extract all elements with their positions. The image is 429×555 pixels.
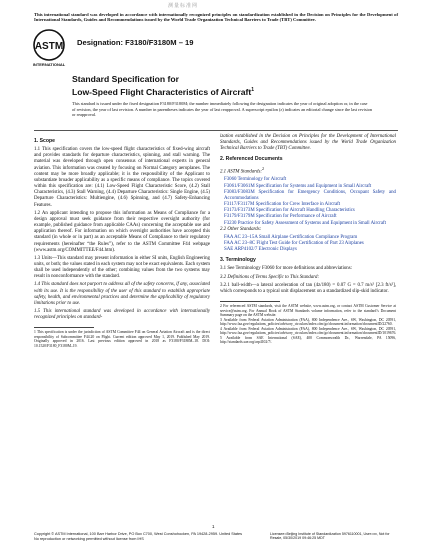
footnote-rule	[220, 301, 280, 302]
reference-item[interactable]: F3083/F3083M Specification for Emergency Conditions, Occupant Safety and Accommodations	[224, 189, 396, 201]
reference-item[interactable]: FAA AC 23–8C Flight Test Guide for Certification of Part 23 Airplanes	[224, 240, 364, 246]
terminology-heading: 3. Terminology	[220, 257, 256, 264]
reference-item[interactable]: F3060 Terminology for Aircraft	[224, 177, 287, 183]
astm-standards-label: 2.1 ASTM Standards:$^2$	[220, 165, 265, 175]
page-number: 1	[212, 524, 215, 529]
footnote-4: 4 Available from Federal Aviation Administration (FAA), 800 Independence Ave., SW, Washington, DC 20591, http://www.faa.gov/regulations_policies/advisory_circulars/index.cfm/go/document.information/documentID/1019676.	[220, 326, 397, 336]
watermark: 测量标准网	[168, 4, 199, 9]
license-notice: No reproduction or networking permitted without license from IHS	[34, 536, 144, 541]
footnote-2: 2 For referenced ASTM standards, visit the ASTM website, www.astm.org, or contact ASTM Customer Service at service@astm.org. For Annual Book of ASTM Standards volume information, refer to the standard’s Document Summary page on the ASTM website.	[220, 304, 396, 318]
terminology-p1: 3.1 See Terminology F3060 for more definitions and abbreviations:	[220, 266, 352, 272]
title-line-1: Standard Specification for	[72, 74, 179, 84]
scope-p3: 1.3 Units—This standard may present information in either SI units, English Engineering units, or both; the values stated in each system may not be exact equivalents. Each system shall be used independently of the other; combining values from the two systems may result in nonconformance with the standard.	[34, 255, 210, 280]
footnote-5: 5 Available from SAE International (SAE), 400 Commonwealth Dr., Warrendale, PA 15096, http://standards.sae.org/arp4102/7/.	[220, 335, 396, 345]
title-line-2: Low-Speed Flight Characteristics of Aircraft$^1$	[72, 86, 255, 97]
other-standards-label: 2.2 Other Standards:	[220, 226, 262, 232]
footnote-3: 3 Available from Federal Aviation Administration (FAA), 800 Independence Ave., SW, Washington, DC 20591, http://www.faa.gov/regulations_policies/advisory_circulars/index.cfm/go/document.information/documentID/22760.	[220, 317, 396, 327]
scope-p5: 1.5 This international standard was developed in accordance with internationally recognized principles on standard-	[34, 309, 210, 321]
title	[72, 74, 372, 98]
svg-text:ASTM: ASTM	[34, 41, 64, 52]
terminology-p2: 3.2 Definitions of Terms Specific to This Standard:	[220, 274, 320, 280]
terminology-p3: 3.2.1 ball-width—a lateral acceleration of tan (4z/180) = 0.07 G = 0.7 m/s² [2.3 ft/s²], which corresponds to a typical unit displacement on a standardized slip-skid indicator.	[220, 282, 396, 294]
divider	[34, 130, 398, 131]
footnote-1: 1 This specification is under the jurisdiction of ASTM Committee F44 on General Aviation Aircraft and is the direct responsibility of Subcommittee F44.20 on Flight. Current edition approved May 1, 2019. Published May 2019. Originally approved in 2016. Last previous edition approved in 2018 as F3180/F3180M–18. DOI: 10.1520/F3180_F3180M–19.	[34, 330, 210, 348]
left-column	[34, 134, 210, 348]
reference-item[interactable]: SAE ARP4102/7 Electronic Displays	[224, 247, 297, 253]
reference-item[interactable]: F3179/F3179M Specification for Performance of Aircraft	[224, 214, 337, 220]
scope-p1: 1.1 This specification covers the low-speed flight characteristics of fixed-wing aircraft and provides standards for departure characteristics, spinning, and stall warning. The material was developed through open consensus of international experts in general aviation. This information was created by focusing on Normal Category aeroplanes. The content may be more broadly applicable; it is the responsibility of the Applicant to substantiate broader applicability as a specific means of compliance. The topics covered within this specification are: (4.1) Low-Speed Flight Characteristic Score, (4.2) Stall Characteristics, (4.3) Stall Warning, (4.4) Departure Characteristics: Single Engine, (4.5) Departure Characteristics: Multiengine, (4.6) Spinning, and (4.7) Safety-Enhancing Features.	[34, 147, 210, 208]
reference-item[interactable]: F3061/F3061M Specification for Systems and Equipment in Small Aircraft	[224, 183, 372, 189]
right-column	[220, 134, 396, 345]
reference-item[interactable]: FAA AC 23–15A Small Airplane Certification Compliance Program	[224, 234, 358, 240]
scope-heading: 1. Scope	[34, 138, 55, 144]
copyright-footer: Copyright © ASTM International, 100 Barr Harbor Drive, PO Box C700, West Conshohocken, PA 19428-2959. United States No reproduction or networking permitted without license from IHS	[34, 532, 398, 541]
designation: Designation: F3180/F3180M – 19	[77, 38, 194, 47]
abstract: This standard is issued under the fixed designation F3180/F3180M; the number immediately following the designation indicates the year of original adoption or, in the case of revision, the year of last revision. A number in parentheses indicates the year of last reapproval. A superscript epsilon (ε) indicates an editorial change since the last revision or reapproval.	[72, 101, 372, 118]
other-reference-list	[220, 235, 396, 253]
astm-logo	[30, 28, 68, 68]
references-heading: 2. Referenced Documents	[220, 156, 283, 163]
logo-text: INTERNATIONAL	[32, 62, 66, 67]
scope-continued: ization established in the Decision on Principles for the Development of International Standards, Guides and Recommendations issued by the World Trade Organization Technical Barriers to Trade (TBT) Committee.	[220, 134, 396, 152]
reference-item[interactable]: F3173/F3173M Specification for Aircraft Handling Characteristics	[224, 208, 355, 214]
licensee-info: Licensee=Beijing Institute of Standardization 5976110001, User=xx, Not for Resale, 05/30/2019 09:46:25 MDT	[270, 532, 390, 541]
scope-p4: 1.4 This standard does not purport to address all of the safety concerns, if any, associated with its use. It is the responsibility of the user of this standard to establish appropriate safety, health, and environmental practices and determine the applicability of regulatory limitations prior to use.	[34, 282, 210, 306]
reference-item[interactable]: F3117/F3117M Specification for Crew Interface in Aircraft	[224, 202, 341, 208]
astm-reference-list	[220, 177, 396, 226]
scope-p2: 1.2 An applicant intending to propose this information as Means of Compliance for a design approval must seek guidance from their respective oversight authority (for example, published guidance from applicable CAAs) concerning the acceptable use and application thereof. For information on which oversight authorities have accepted this standard (in whole or in part) as an acceptable Means of Compliance to their regulatory requirements (hereinafter “the Rules”), refer to the ASTM Committee F44 webpage (www.astm.org/COMMITTEE/F44.htm).	[34, 210, 210, 253]
top-notice: This international standard was developed in accordance with internationally recognized principles on standardization established in the Decision on Principles for the Development of International Standards, Guides and Recommendations issued by the World Trade Organization Technical Barriers to Trade (TBT) Committee.	[34, 12, 398, 23]
footnote-rule	[34, 327, 94, 328]
reference-item[interactable]: F3230 Practice for Safety Assessment of Systems and Equipment in Small Aircraft	[224, 220, 387, 226]
